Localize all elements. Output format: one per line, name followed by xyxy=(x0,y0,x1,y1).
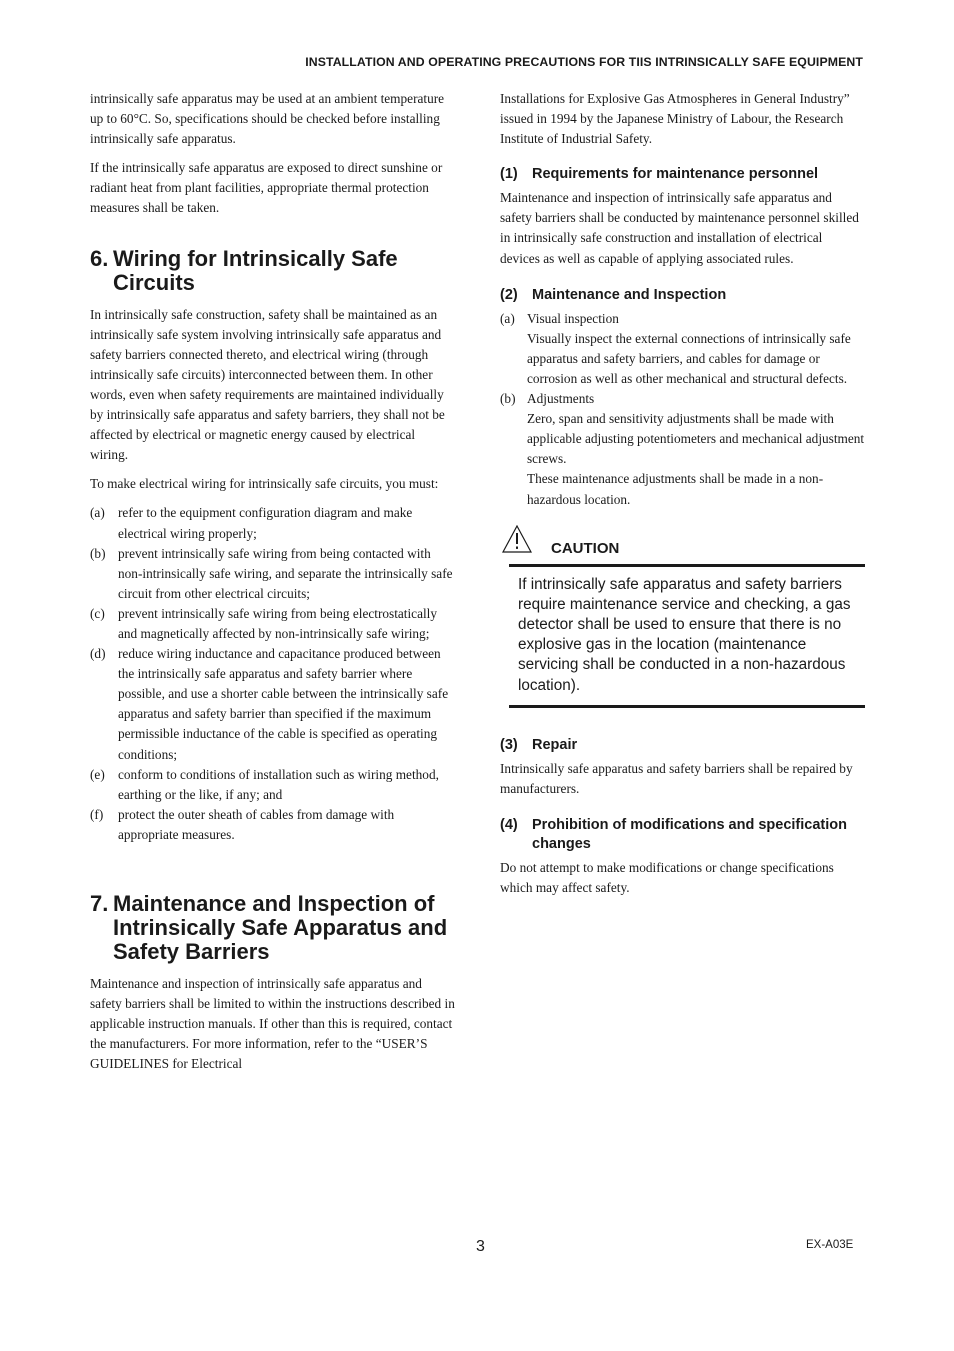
caution-box xyxy=(509,564,865,708)
list-item-text: Visually inspect the external connections of intrinsically safe apparatus and safety barriers, and cables for damage or corrosion as well as other mechanical and structural defects. xyxy=(527,330,851,386)
list-marker: (b) xyxy=(500,391,516,407)
subsection-number: (4) xyxy=(500,817,518,833)
list-item-text: conform to conditions of installation such as wiring method, earthing or the like, if any; and xyxy=(118,766,439,802)
caution-title: CAUTION xyxy=(551,539,620,557)
list-marker: (b) xyxy=(90,545,106,561)
list-marker: (f) xyxy=(90,806,104,822)
document-code: EX-A03E xyxy=(806,1239,854,1251)
list-item xyxy=(90,765,455,805)
subsection-4-heading xyxy=(500,816,865,854)
list-marker: (a) xyxy=(90,505,105,521)
list-item-text: prevent intrinsically safe wiring from being contacted with non-intrinsically safe wiring, and separate the intrinsically safe circuit from other electrical circuits; xyxy=(118,545,453,601)
subsection-number: (1) xyxy=(500,166,518,183)
section-7-heading xyxy=(90,892,455,964)
subsection-title: Requirements for maintenance personnel xyxy=(532,166,819,183)
continuation-paragraph: Installations for Explosive Gas Atmospheres in General Industry” issued in 1994 by the Japanese Ministry of Labour, the Research Institute of Industrial Safety. xyxy=(500,91,850,147)
section-6-paragraph: In intrinsically safe construction, safety shall be maintained as an intrinsically safe system involving intrinsically safe apparatus and safety barriers connected thereto, and electrical wiring (through intrinsically safe circuits) interconnected between them. In other words, even when safety requirements are maintained individually by intrinsically safe apparatus and safety barriers, they shall not be affected by electrical or magnetic energy caused by electrical wiring. xyxy=(90,306,445,463)
subsection-number: (2) xyxy=(500,286,518,303)
intro-paragraph: intrinsically safe apparatus may be used at an ambient temperature up to 60°C. So, specifications should be checked before installing intrinsically safe apparatus. xyxy=(90,91,445,147)
caution-notice xyxy=(500,528,865,708)
list-item xyxy=(90,544,455,604)
subsection-1-heading xyxy=(500,165,865,184)
list-item-text: Zero, span and sensitivity adjustments shall be made with applicable adjusting potentiometers and mechanical adjustment screws. xyxy=(527,411,865,467)
subsection-title: Maintenance and Inspection xyxy=(532,286,727,303)
subsection-2-heading xyxy=(500,286,865,305)
list-item xyxy=(500,389,865,510)
caution-text: If intrinsically safe apparatus and safety barriers require maintenance service and checking, a gas detector shall be used to ensure that there is no explosive gas in the location (maintenance servicing shall be conducted in a non-hazardous location). xyxy=(518,575,851,694)
list-item-text: These maintenance adjustments shall be made in a non-hazardous location. xyxy=(527,471,824,507)
list-item xyxy=(90,503,455,543)
section-title: Wiring for Intrinsically Safe Circuits xyxy=(113,245,398,295)
subsection-title: Repair xyxy=(532,736,578,753)
list-marker: (a) xyxy=(500,310,515,326)
subsection-4-text: Do not attempt to make modifications or change specifications which may affect safety. xyxy=(500,860,834,896)
list-marker: (c) xyxy=(90,605,105,621)
list-item-label: Visual inspection xyxy=(527,310,619,326)
section-number: 6. xyxy=(90,245,109,271)
warning-triangle-icon xyxy=(500,525,532,558)
page-number: 3 xyxy=(476,1238,485,1255)
section-6-heading xyxy=(90,247,455,295)
list-item-text: protect the outer sheath of cables from damage with appropriate measures. xyxy=(118,806,395,842)
list-item xyxy=(90,644,455,765)
subsection-title: Prohibition of modifications and specification changes xyxy=(532,817,847,852)
subsection-number: (3) xyxy=(500,736,518,753)
list-item-label: Adjustments xyxy=(527,391,595,407)
intro-paragraph: If the intrinsically safe apparatus are exposed to direct sunshine or radiant heat from plant facilities, appropriate thermal protection measures shall be taken. xyxy=(90,160,443,216)
running-header: INSTALLATION AND OPERATING PRECAUTIONS FOR TIIS INTRINSICALLY SAFE EQUIPMENT xyxy=(305,55,863,69)
maintenance-list xyxy=(500,309,865,510)
list-item-text: prevent intrinsically safe wiring from being electrostatically and magnetically affected by non-intrinsically safe wiring; xyxy=(118,605,438,641)
section-number: 7. xyxy=(90,891,109,916)
list-item-text: refer to the equipment configuration diagram and make electrical wiring properly; xyxy=(118,505,413,541)
right-column xyxy=(500,89,865,907)
list-marker: (d) xyxy=(90,646,106,662)
section-7-paragraph: Maintenance and inspection of intrinsically safe apparatus and safety barriers shall be limited to within the instructions described in applicable instruction manuals. If other than this is required, contact the manufacturers. For more information, refer to the “USER’S GUIDELINES for Electrical xyxy=(90,976,455,1072)
left-column xyxy=(90,89,455,1083)
list-marker: (e) xyxy=(90,766,105,782)
list-item xyxy=(90,604,455,644)
list-item xyxy=(500,309,865,389)
list-item-text: reduce wiring inductance and capacitance produced between the intrinsically safe apparatus and safety barrier where possible, and use a shorter cable between the intrinsically safe apparatus and safety barrier than specified if the maximum permissible inductance of the cable is specified as operating conditions; xyxy=(118,646,449,762)
wiring-requirements-list xyxy=(90,503,455,845)
subsection-3-heading xyxy=(500,736,865,755)
section-title: Maintenance and Inspection of Intrinsically Safe Apparatus and Safety Barriers xyxy=(113,891,448,964)
subsection-3-text: Intrinsically safe apparatus and safety barriers shall be repaired by manufacturers. xyxy=(500,760,853,796)
section-6-paragraph: To make electrical wiring for intrinsically safe circuits, you must: xyxy=(90,476,439,492)
list-item xyxy=(90,805,455,845)
subsection-1-text: Maintenance and inspection of intrinsically safe apparatus and safety barriers shall be conducted by maintenance personnel skilled in intrinsically safe construction and installation of electrical devices as well as capable of applying associated rules. xyxy=(500,190,859,266)
